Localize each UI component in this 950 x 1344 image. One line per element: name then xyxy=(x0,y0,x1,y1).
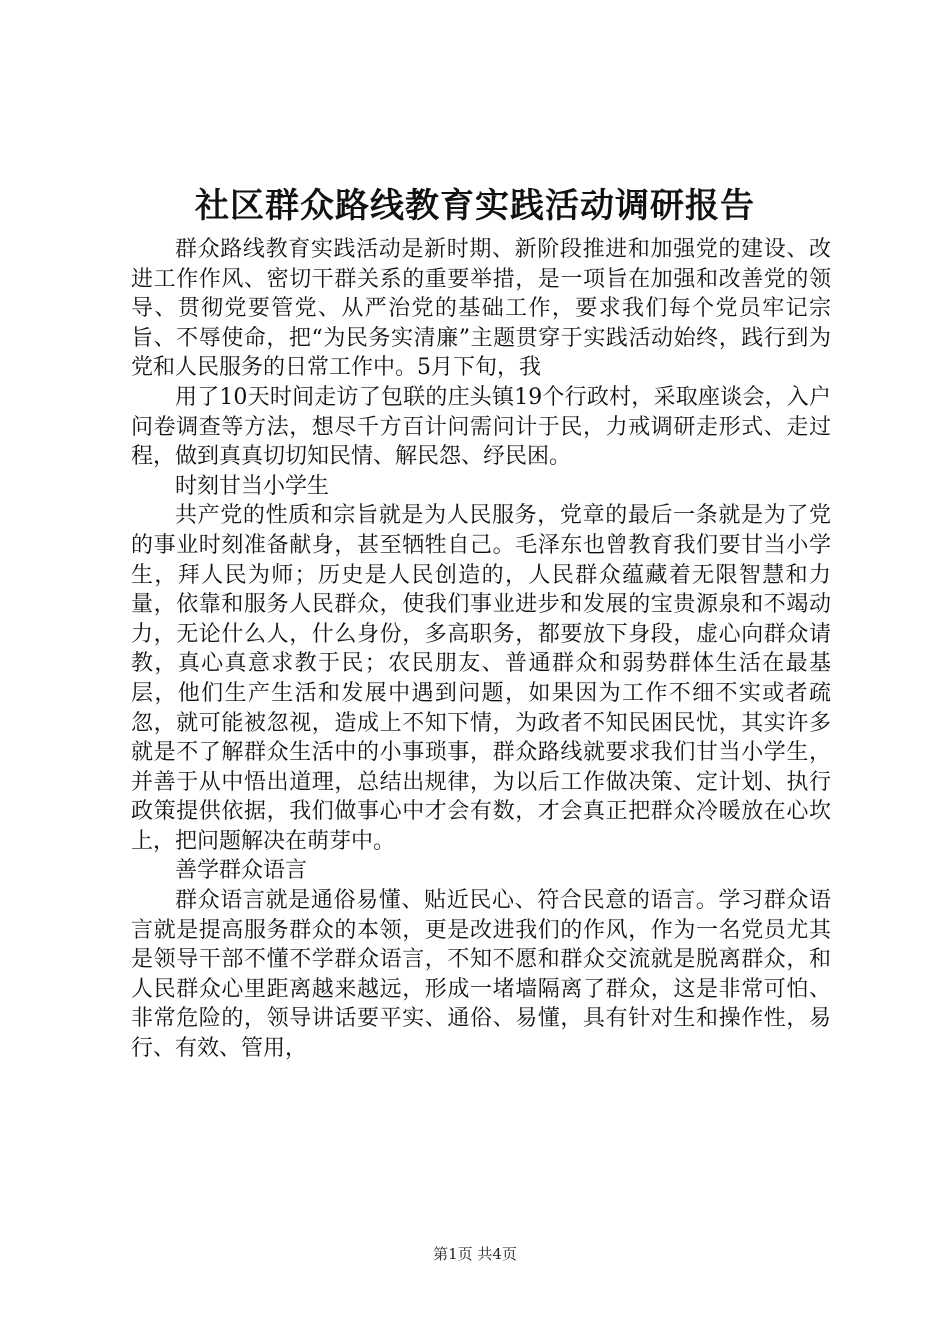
paragraph: 群众语言就是通俗易懂、贴近民心、符合民意的语言。学习群众语言就是提高服务群众的本领，更是改进我们的作风，作为一名党员尤其是领导干部不懂不学群众语言，不知不愿和群众交流就是脱离群众，和人民群众心里距离越来越远，形成一堵墙隔离了群众，这是非常可怕、非常危险的，领导讲话要平实、通俗、易懂，具有针对生和操作性，易行、有效、管用， xyxy=(131,888,831,1062)
page-number-footer: 第1页 共4页 xyxy=(433,1245,517,1263)
section-heading: 善学群众语言 xyxy=(175,858,308,884)
document-body xyxy=(131,235,831,1064)
document-title: 社区群众路线教育实践活动调研报告 xyxy=(195,186,755,226)
paragraph: 群众路线教育实践活动是新时期、新阶段推进和加强党的建设、改进工作作风、密切干群关系的重要举措，是一项旨在加强和改善党的领导、贯彻党要管党、从严治党的基础工作，要求我们每个党员牢记宗旨、不辱使命，把“为民务实清廉”主题贯穿于实践活动始终，践行到为党和人民服务的日常工作中。5月下旬，我 xyxy=(131,237,831,381)
paragraph: 共产党的性质和宗旨就是为人民服务，党章的最后一条就是为了党的事业时刻准备献身，甚至牺牲自己。毛泽东也曾教育我们要甘当小学生，拜人民为师；历史是人民创造的，人民群众蕴藏着无限智慧和力量，依靠和服务人民群众，使我们事业进步和发展的宝贵源泉和不竭动力，无论什么人，什么身份，多高职务，都要放下身段，虚心向群众请教，真心真意求教于民；农民朋友、普通群众和弱势群体生活在最基层，他们生产生活和发展中遇到问题，如果因为工作不细不实或者疏忽，就可能被忽视，造成上不知下情，为政者不知民困民忧，其实许多就是不了解群众生活中的小事琐事，群众路线就要求我们甘当小学生，并善于从中悟出道理，总结出规律，为以后工作做决策、定计划、执行政策提供依据，我们做事心中才会有数，才会真正把群众冷暖放在心坎上，把问题解决在萌芽中。 xyxy=(131,503,831,854)
section-heading: 时刻甘当小学生 xyxy=(175,473,330,499)
paragraph: 用了10天时间走访了包联的庄头镇19个行政村，采取座谈会，入户问卷调查等方法，想尽千方百计问需问计于民，力戒调研走形式、走过程，做到真真切切知民情、解民怨、纾民困。 xyxy=(131,384,831,470)
